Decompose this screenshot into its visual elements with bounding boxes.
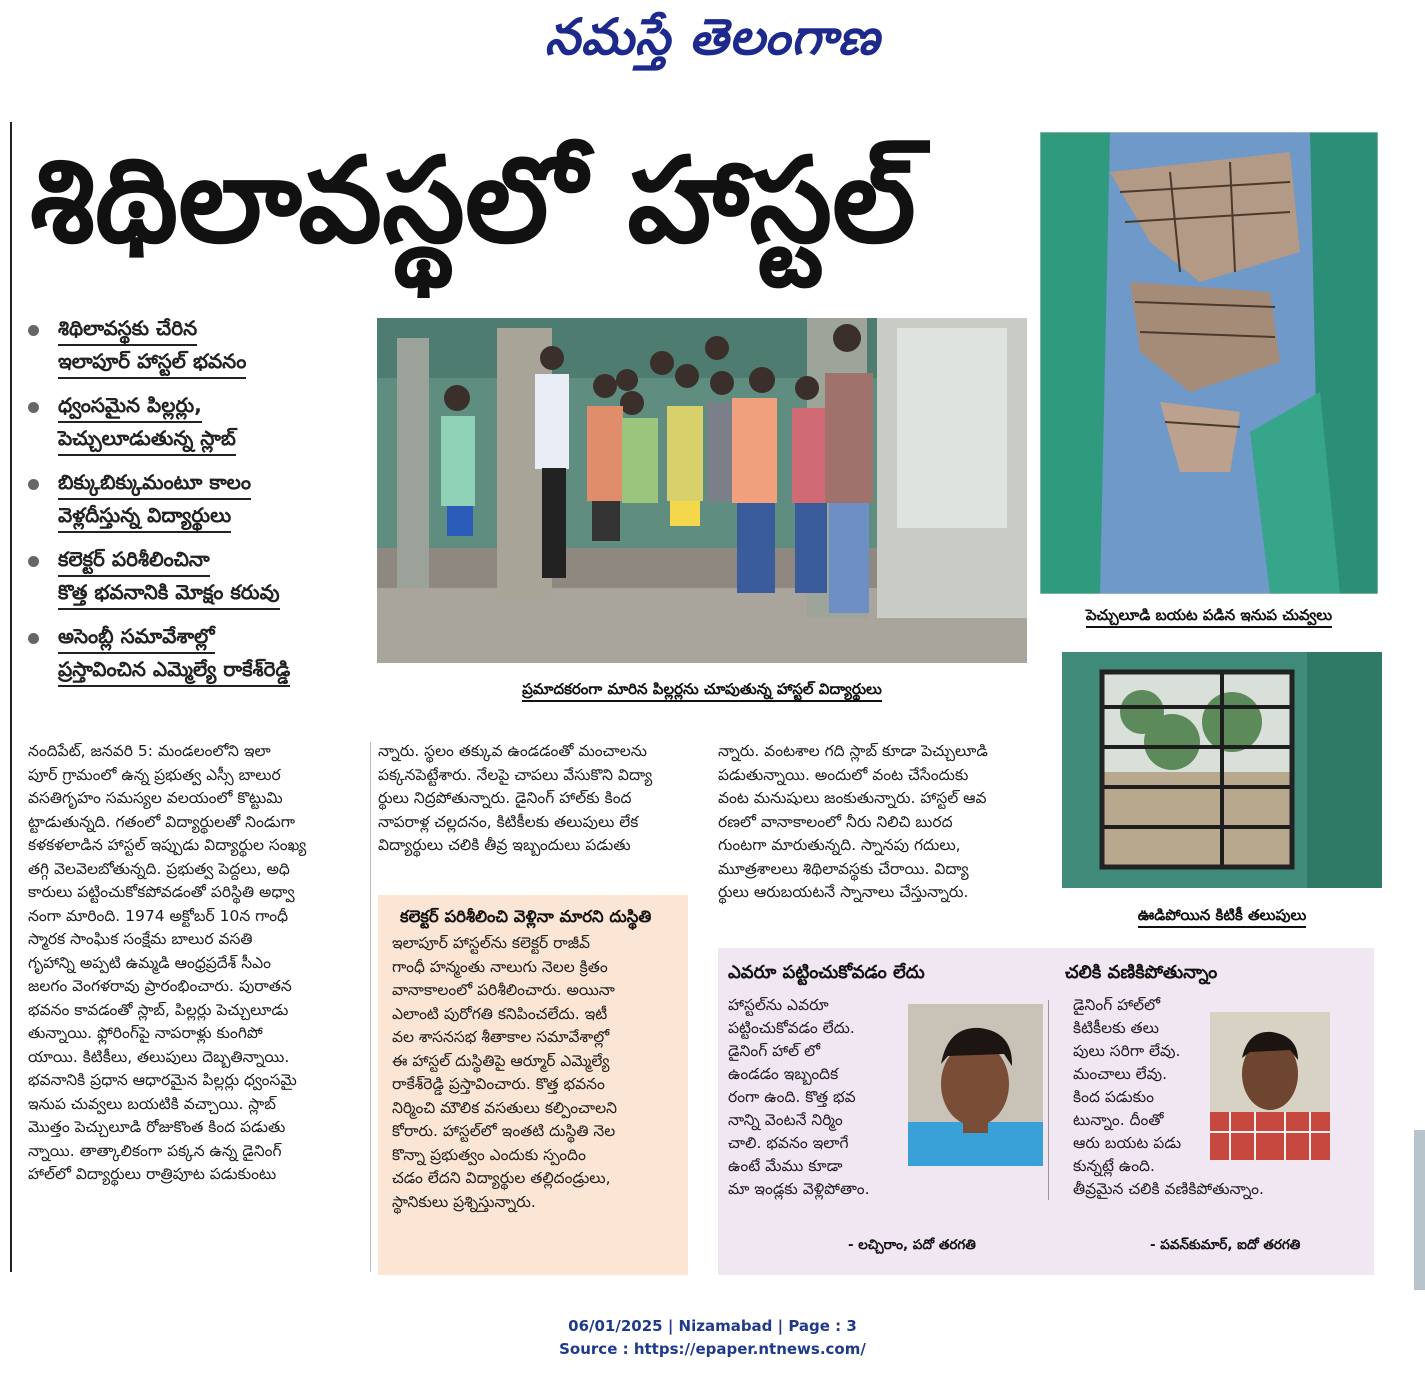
text-line: జలగం వెంగళరావు ప్రారంభించారు. పురాతన [28, 977, 292, 995]
text-line: మంచాలు లేవు. [1073, 1065, 1168, 1083]
headline: శిథిలావస్థలో హాస్టల్ [30, 131, 916, 269]
student-portrait-1 [908, 1004, 1043, 1166]
right-edge-strip [1414, 1130, 1425, 1290]
text-line: ఇలాపూర్ హాస్టల్‌ను కలెక్టర్ రాజీవ్ [392, 934, 591, 952]
quotes-divider [1048, 1000, 1049, 1200]
text-line: మూత్రశాలలు శిథిలావస్థకు చేరాయి. విద్యా [718, 859, 969, 878]
text-line: ఉండడం ఇబ్బందిక [728, 1065, 839, 1083]
left-rule [10, 122, 12, 1272]
text-line: పట్టించుకోవడం లేదు. [728, 1019, 855, 1037]
text-line: గుంటగా మారుతున్నది. స్నానపు గదులు, [718, 836, 961, 854]
footer-source-line: Source : https://epaper.ntnews.com/ [559, 1340, 866, 1358]
text-line: కొన్నా ప్రభుత్వం ఎందుకు స్పందిం [392, 1145, 586, 1164]
summary-bullet [28, 621, 358, 687]
bullet-line: కలెక్టర్ పరిశీలించినా [58, 544, 210, 577]
text-line: న్నారు. వంటశాల గది స్లాబ్ కూడా పెచ్చులూడి [718, 742, 988, 760]
text-line: పూర్ గ్రామంలో ఉన్న ప్రభుత్వ ఎస్సీ బాలుర [28, 765, 281, 784]
bullet-line: బిక్కుబిక్కుమంటూ కాలం [58, 467, 251, 500]
main-photo-caption-text: ప్రమాదకరంగా మారిన పిల్లర్లను చూపుతున్న హాస్టల్ విద్యార్థులు [522, 680, 882, 702]
text-line: వల శాసనసభ శీతాకాల సమావేశాల్లో [392, 1028, 610, 1046]
text-line: పడుతున్నాయి. అందులో వంట చేసేందుకు [718, 765, 969, 784]
bullet-line: ధ్వంసమైన పిల్లర్లు, [58, 390, 202, 423]
text-line: కింద పడుకుం [1073, 1088, 1154, 1106]
text-line: గృహాన్ని అప్పటి ఉమ్మడి ఆంధ్రప్రదేశ్ సీఎం [28, 953, 271, 972]
text-line: ర్థులు నిద్రపోతున్నారు. డైనింగ్ హాల్‌కు కింద [378, 789, 632, 807]
quotes-box [718, 948, 1374, 1275]
window-photo-caption [1062, 906, 1382, 928]
quote-2-signature: - పవన్‌కుమార్, ఐదో తరగతి [1150, 1237, 1301, 1253]
text-line: నంగా మారింది. 1974 అక్టోబర్ 10న గాంధీ [28, 906, 289, 925]
text-line: ఈ హాస్టల్ దుస్థితిపై ఆర్మూర్ ఎమ్మెల్యే [392, 1051, 610, 1070]
quote-1-text [728, 994, 906, 1201]
bullet-line: ఇలాపూర్ హాస్టల్ భవనం [58, 346, 246, 379]
summary-bullets [28, 313, 358, 698]
summary-bullet [28, 467, 358, 533]
text-line: తున్నాయి. ఫ్లోరింగ్‌పై నాపరాళ్లు కుంగిపో [28, 1024, 263, 1042]
text-line: నిర్మించి మౌలిక వసతులు కల్పించాలని [392, 1098, 618, 1117]
masthead-logo: నమస్తే తెలంగాణ [544, 8, 881, 66]
text-line: భవనానికి ప్రధాన ఆధారమైన పిల్లర్లు ధ్వంసమై [28, 1071, 297, 1089]
text-line: రాకేశ్‌రెడ్డి ప్రస్తావించారు. కొత్త భవనం [392, 1075, 605, 1093]
bullet-line: శిథిలావస్థకు చేరిన [58, 313, 197, 346]
text-line: స్థానికులు ప్రశ్నిస్తున్నారు. [392, 1192, 536, 1211]
bullet-line: వెళ్లదీస్తున్న విద్యార్థులు [58, 500, 231, 533]
collector-box [378, 895, 688, 1275]
collector-box-text [378, 930, 688, 1214]
bullet-line: అసెంబ్లీ సమావేశాల్లో [58, 621, 215, 654]
text-line: డైనింగ్ హాల్‌లో [1073, 996, 1161, 1014]
summary-bullet [28, 544, 358, 610]
article-column-2 [378, 740, 686, 858]
ceiling-photo-caption [1040, 606, 1378, 628]
bullet-dot-icon [28, 325, 39, 336]
column-divider-1 [370, 742, 371, 1272]
text-line: హాస్టల్‌ను ఎవరూ [728, 996, 829, 1014]
text-line: వానాకాలంలో పరిశీలించారు. అయినా [392, 981, 615, 999]
text-line: నాపరాళ్ల చల్లదనం, కిటికీలకు తలుపులు లేక [378, 812, 639, 831]
bullet-line: పెచ్చులూడుతున్న స్లాబ్ [58, 423, 236, 456]
text-line: స్మారక సాంఘిక సంక్షేమ బాలుర వసతి [28, 930, 253, 948]
text-line: రంగా ఉంది. కొత్త భవ [728, 1088, 856, 1106]
text-line: నందిపేట్, జనవరి 5: మండలంలోని ఇలా [28, 742, 271, 760]
text-line: గాంధీ హన్మంతు నాలుగు నెలల క్రితం [392, 957, 608, 976]
text-line: ఆరు బయట పడు [1073, 1134, 1182, 1152]
quote-1-signature: - లచ్చిరాం, పదో తరగతి [848, 1237, 976, 1253]
text-line: పక్కనపెట్టేశారు. నేలపై చాపలు వేసుకొని విద్యా [378, 765, 653, 784]
text-line: న్నారు. స్థలం తక్కువ ఉండడంతో మంచాలను [378, 742, 647, 760]
text-line: మా ఇండ్లకు వెళ్లిపోతాం. [728, 1180, 870, 1198]
text-line: ఉంటే మేము కూడా [728, 1157, 843, 1175]
bullet-line: ప్రస్తావించిన ఎమ్మెల్యే రాకేశ్‌రెడ్డి [58, 654, 290, 687]
footer-date-line: 06/01/2025 | Nizamabad | Page : 3 [568, 1317, 857, 1335]
text-line: వంట మనుషులు జంకుతున్నారు. హాస్టల్ ఆవ [718, 789, 987, 807]
text-line: ట్టాడుతున్నది. గతంలో విద్యార్థులతో నిండుగా [28, 812, 295, 831]
text-line: కోరారు. హాస్టల్‌లో ఇంతటి దుస్థితి నెల [392, 1122, 616, 1140]
text-line: కారులు పట్టించుకోకపోవడంతో పరిస్థితి అధ్వా [28, 883, 295, 901]
text-line: హాల్‌లో విద్యార్థులు రాత్రిపూట పడుకుంటు [28, 1165, 277, 1183]
main-photo-caption [377, 680, 1027, 702]
quote-1-title: ఎవరూ పట్టించుకోవడం లేదు [728, 962, 925, 983]
text-line: ఇనుప చువ్వలు బయటికి వచ్చాయి. స్లాబ్ [28, 1094, 276, 1113]
summary-bullet [28, 313, 358, 379]
collector-box-title: కలెక్టర్ పరిశీలించి వెళ్లినా మారని దుస్థితి [400, 907, 652, 926]
text-line: డైనింగ్ హాల్ లో [728, 1042, 821, 1060]
text-line: భవనం కావడంతో స్లాబ్, పిల్లర్లు పెచ్చులూడు [28, 1000, 289, 1019]
main-photo-students [377, 318, 1027, 663]
text-line: ఎలాంటి పురోగతి కనిపించలేదు. ఇటీ [392, 1004, 608, 1023]
summary-bullet [28, 390, 358, 456]
ceiling-photo-caption-text: పెచ్చులూడి బయట పడిన ఇనుప చువ్వలు [1086, 606, 1332, 628]
text-line: మొత్తం పెచ్చులూడి రోజుకొంత కింద పడుతు [28, 1118, 286, 1136]
text-line: కిటికీలకు తలు [1073, 1019, 1159, 1037]
article-column-3 [718, 740, 1036, 905]
ceiling-damage-photo [1040, 132, 1378, 594]
text-line: తీవ్రమైన చలికి వణికిపోతున్నాం. [1073, 1180, 1264, 1198]
text-line: చడం లేదని విద్యార్థుల తల్లిదండ్రులు, [392, 1169, 611, 1187]
bullet-dot-icon [28, 556, 39, 567]
student-portrait-2 [1210, 1012, 1330, 1160]
text-line: టున్నాం. దీంతో [1073, 1111, 1164, 1129]
text-line: నాన్ని వెంటనే నిర్మిం [728, 1111, 843, 1129]
text-line: న్నాయి. తాత్కాలికంగా పక్కన ఉన్న డైనింగ్ [28, 1141, 282, 1160]
text-line: విద్యార్థులు చలికి తీవ్ర ఇబ్బందులు పడుతు [378, 836, 631, 854]
text-line: ర్థులు ఆరుబయటనే స్నానాలు చేస్తున్నారు. [718, 883, 969, 901]
quote-2-title: చలికి వణికిపోతున్నాం [1065, 962, 1218, 983]
text-line: పులు సరిగా లేవు. [1073, 1042, 1181, 1060]
bullet-dot-icon [28, 402, 39, 413]
bullet-dot-icon [28, 633, 39, 644]
article-column-1 [28, 740, 365, 1187]
text-line: చాలి. భవనం ఇలాగే [728, 1134, 849, 1152]
text-line: కున్నట్లే ఉంది. [1073, 1157, 1155, 1175]
bullet-line: కొత్త భవనానికి మోక్షం కరువు [58, 577, 280, 610]
text-line: తగ్గి వెలవెలబోతున్నది. ప్రభుత్వ పెద్దలు, అధి [28, 859, 290, 878]
text-line: రణలో వానాకాలంలో నీరు నిలిచి బురద [718, 812, 953, 831]
text-line: యాయి. కిటికీలు, తలుపులు దెబ్బతిన్నాయి. [28, 1047, 290, 1066]
window-photo-caption-text: ఊడిపోయిన కిటికీ తలుపులు [1138, 906, 1307, 928]
text-line: వసతిగృహం సమస్యల వలయంలో కొట్టుమి [28, 789, 283, 807]
text-line: కళకళలాడిన హాస్టల్ ఇప్పుడు విద్యార్థుల సంఖ్య [28, 836, 307, 854]
broken-window-photo [1062, 652, 1382, 888]
bullet-dot-icon [28, 479, 39, 490]
